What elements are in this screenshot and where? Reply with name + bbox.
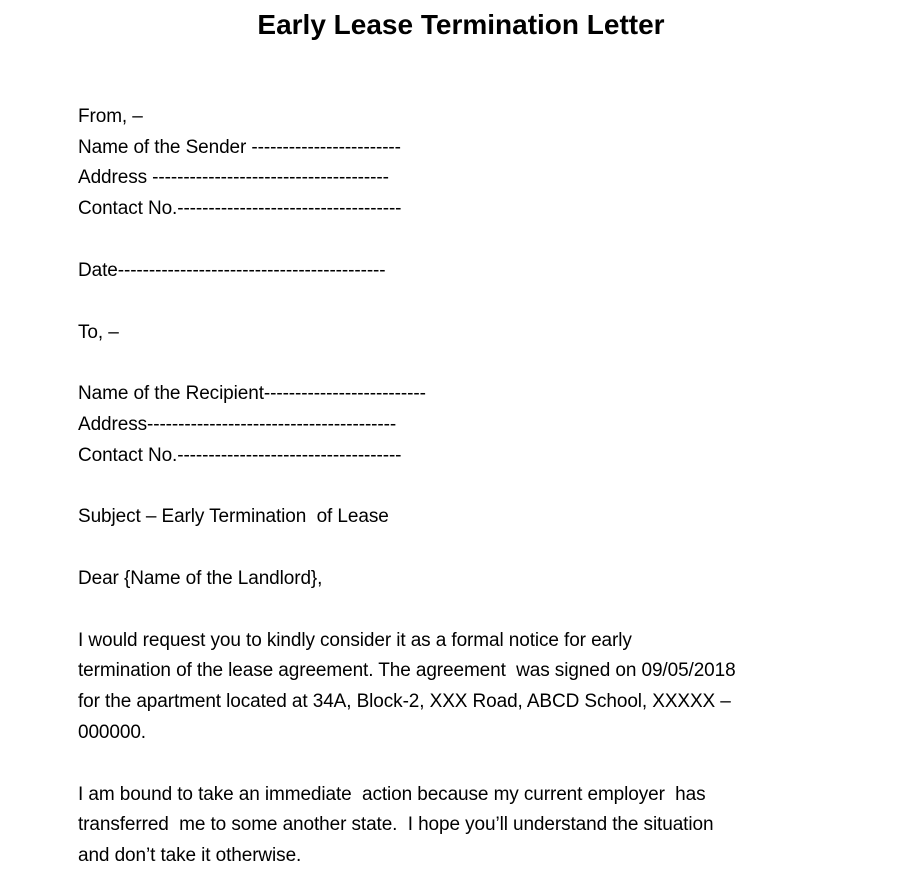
paragraph1-line1: I would request you to kindly consider it as a formal notice for early bbox=[78, 629, 632, 651]
recipient-block bbox=[78, 379, 862, 471]
paragraph2-line1: I am bound to take an immediate action because my current employer has bbox=[78, 783, 706, 805]
recipient-address-line: Address---------------------------------------- bbox=[78, 413, 397, 435]
paragraph1-line2: termination of the lease agreement. The agreement was signed on 09/05/2018 bbox=[78, 660, 736, 682]
paragraph1-line4: 000000. bbox=[78, 721, 146, 743]
sender-contact-line: Contact No.------------------------------------ bbox=[78, 198, 402, 220]
date-line: Date------------------------------------------- bbox=[78, 259, 386, 281]
sender-name-line: Name of the Sender ------------------------ bbox=[78, 136, 401, 158]
salutation-line: Dear {Name of the Landlord}, bbox=[78, 568, 323, 590]
to-label: To, – bbox=[78, 321, 119, 343]
subject-line: Subject – Early Termination of Lease bbox=[78, 506, 389, 528]
letter-title: Early Lease Termination Letter bbox=[257, 9, 665, 40]
to-label-block bbox=[78, 318, 862, 349]
date-block bbox=[78, 256, 862, 287]
from-label: From, – bbox=[78, 106, 143, 127]
paragraph2-line3: and don’t take it otherwise. bbox=[78, 844, 302, 866]
paragraph1-line3: for the apartment located at 34A, Block-2, XXX Road, ABCD School, XXXXX – bbox=[78, 691, 731, 713]
body-paragraph-2 bbox=[78, 780, 862, 872]
from-block bbox=[78, 102, 862, 225]
paragraph2-line2: transferred me to some another state. I hope you’ll understand the situation bbox=[78, 814, 714, 836]
subject-block bbox=[78, 502, 862, 533]
sender-address-line: Address -------------------------------------- bbox=[78, 167, 389, 189]
letter-body bbox=[0, 102, 922, 872]
body-paragraph-1 bbox=[78, 626, 862, 749]
salutation-block bbox=[78, 564, 862, 595]
recipient-name-line: Name of the Recipient-------------------------- bbox=[78, 383, 426, 405]
recipient-contact-line: Contact No.------------------------------------ bbox=[78, 444, 402, 466]
